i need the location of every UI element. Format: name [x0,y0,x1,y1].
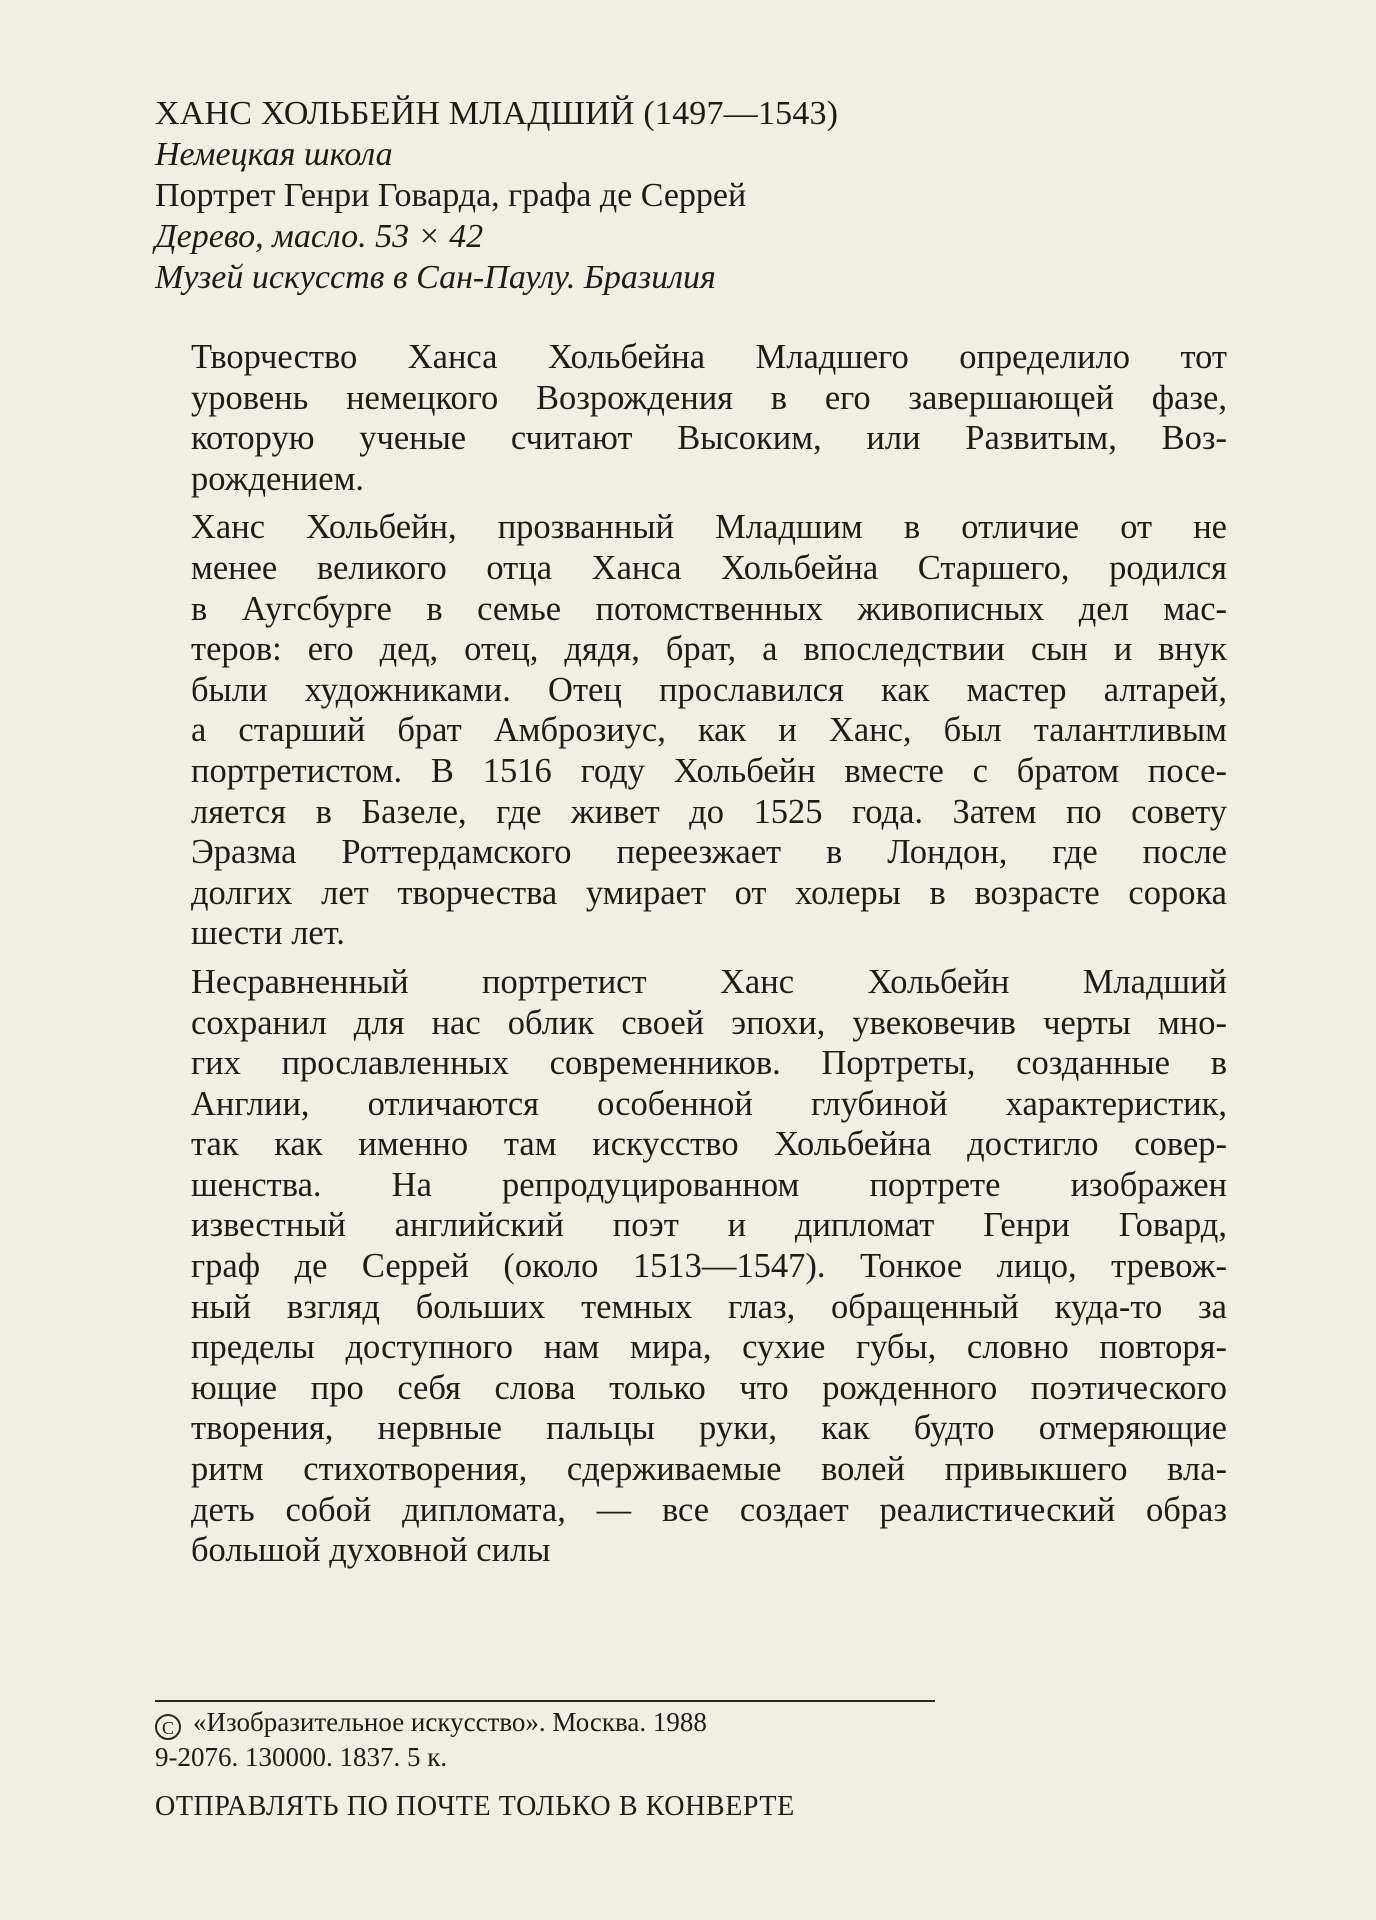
text-line: уровень немецкого Возрождения в его завершающей фазе, [191,378,1227,417]
artwork-caption [155,93,1255,298]
mailing-note: ОТПРАВЛЯТЬ ПО ПОЧТЕ ТОЛЬКО В КОНВЕРТЕ [155,1791,795,1822]
text-line: Англии, отличаются особенной глубиной характеристик, [191,1084,1227,1123]
text-line: шенства. На репродуцированном портрете изображен [191,1165,1227,1204]
text-line: граф де Серрей (около 1513—1547). Тонкое лицо, тревож- [191,1247,1227,1286]
artwork-title: Портрет Генри Говарда, графа де Серрей [155,177,747,214]
text-line: ющие про себя слова только что рожденного поэтического [191,1368,1227,1407]
text-line: пределы доступного нам мира, сухие губы, словно повторя- [191,1328,1227,1367]
footer-divider [155,1700,935,1702]
text-line: Ханс Хольбейн, прозванный Младшим в отличие от не [191,508,1227,547]
publisher-info [155,1705,1055,1774]
paragraph [191,507,1227,954]
text-line: менее великого отца Ханса Хольбейна Старшего, родился [191,548,1227,587]
text-line: ный взгляд больших темных глаз, обращенный куда-то за [191,1287,1227,1326]
text-line: портретистом. В 1516 году Хольбейн вместе с братом посе- [191,751,1227,790]
text-line: долгих лет творчества умирает от холеры в возрасте сорока [191,873,1227,912]
print-info: 9-2076. 130000. 1837. 5 к. [155,1742,448,1772]
text-line: Несравненный портретист Ханс Хольбейн Младший [191,962,1227,1001]
publisher-line [155,1705,1055,1740]
text-line: а старший брат Амброзиус, как и Ханс, был талантливым [191,711,1227,750]
text-line: ритм стихотворения, сдерживаемые волей привыкшего вла- [191,1450,1227,1489]
artwork-medium: Дерево, масло. 53 × 42 [155,218,484,255]
art-school: Немецкая школа [155,136,393,173]
copyright-icon: C [155,1714,181,1740]
text-line: которую ученые считают Высоким, или Развитым, Воз- [191,419,1227,458]
text-line: деть собой дипломата, — все создает реалистический образ [191,1490,1227,1529]
paragraph [191,337,1227,499]
text-line: гих прославленных современников. Портреты, созданные в [191,1044,1227,1083]
text-line: шести лет. [191,914,345,953]
publisher-text: «Изобразительное искусство». Москва. 1988 [193,1707,707,1737]
text-line: Эразма Роттердамского переезжает в Лондон, где после [191,833,1227,872]
paragraph [191,962,1227,1571]
text-line: сохранил для нас облик своей эпохи, увековечив черты мно- [191,1003,1227,1042]
text-line: теров: его дед, отец, дядя, брат, а впоследствии сын и внук [191,630,1227,669]
text-line: рождением. [191,459,365,498]
text-line: ляется в Базеле, где живет до 1525 года. Затем по совету [191,792,1227,831]
text-line: в Аугсбурге в семье потомственных живописных дел мас- [191,589,1227,628]
text-line: известный английский поэт и дипломат Генри Говард, [191,1206,1227,1245]
text-line: творения, нервные пальцы руки, как будто отмеряющие [191,1409,1227,1448]
artist-name: ХАНС ХОЛЬБЕЙН МЛАДШИЙ (1497—1543) [155,95,839,132]
text-line: Творчество Ханса Хольбейна Младшего определило тот [191,338,1227,376]
description-text [191,337,1227,1579]
text-line: так как именно там искусство Хольбейна достигло совер- [191,1125,1227,1164]
museum-location: Музей искусств в Сан-Паулу. Бразилия [155,259,716,296]
text-line: большой духовной силы [191,1531,551,1570]
text-line: были художниками. Отец прославился как мастер алтарей, [191,670,1227,709]
